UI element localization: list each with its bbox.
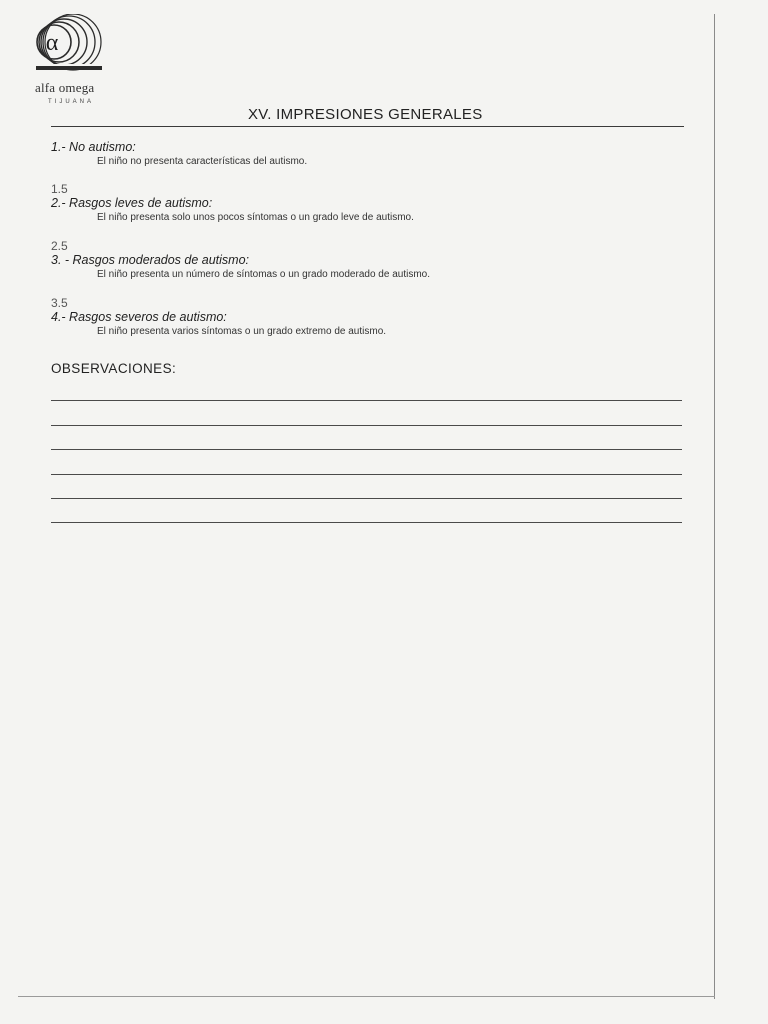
item-label: 3. - Rasgos moderados de autismo: [51,253,250,267]
page-edge-bottom [18,996,715,997]
observaciones-line[interactable] [51,474,682,475]
observaciones-line[interactable] [51,522,682,523]
item-rasgos-severos [51,297,386,338]
observaciones-line[interactable] [51,498,682,499]
item-label: 2.- Rasgos leves de autismo: [51,196,213,210]
item-description: El niño no presenta características del autismo. [97,156,308,167]
observaciones-line[interactable] [51,425,682,426]
logo-city: TIJUANA [48,99,95,105]
item-rasgos-leves [51,183,414,224]
item-label: 1.- No autismo: [51,140,136,154]
logo-alpha-symbol: α [45,30,59,56]
observaciones-line[interactable] [51,449,682,450]
observaciones-label: OBSERVACIONES: [51,361,177,376]
page-edge-right [714,14,715,999]
item-description: El niño presenta un número de síntomas o un grado moderado de autismo. [97,269,430,280]
item-no-autismo [51,140,307,168]
item-score: 3.5 [51,296,68,310]
item-description: El niño presenta solo unos pocos síntomas o un grado leve de autismo. [97,212,414,223]
observaciones-line[interactable] [51,400,682,401]
item-label: 4.- Rasgos severos de autismo: [51,310,227,324]
title-underline [51,126,684,127]
logo-name: alfa omega [35,80,95,95]
item-score: 1.5 [51,182,68,196]
alfa-omega-logo [34,14,104,76]
item-description: El niño presenta varios síntomas o un grado extremo de autismo. [97,326,387,337]
section-title: XV. IMPRESIONES GENERALES [248,106,483,123]
item-score: 2.5 [51,239,68,253]
item-rasgos-moderados [51,240,430,281]
